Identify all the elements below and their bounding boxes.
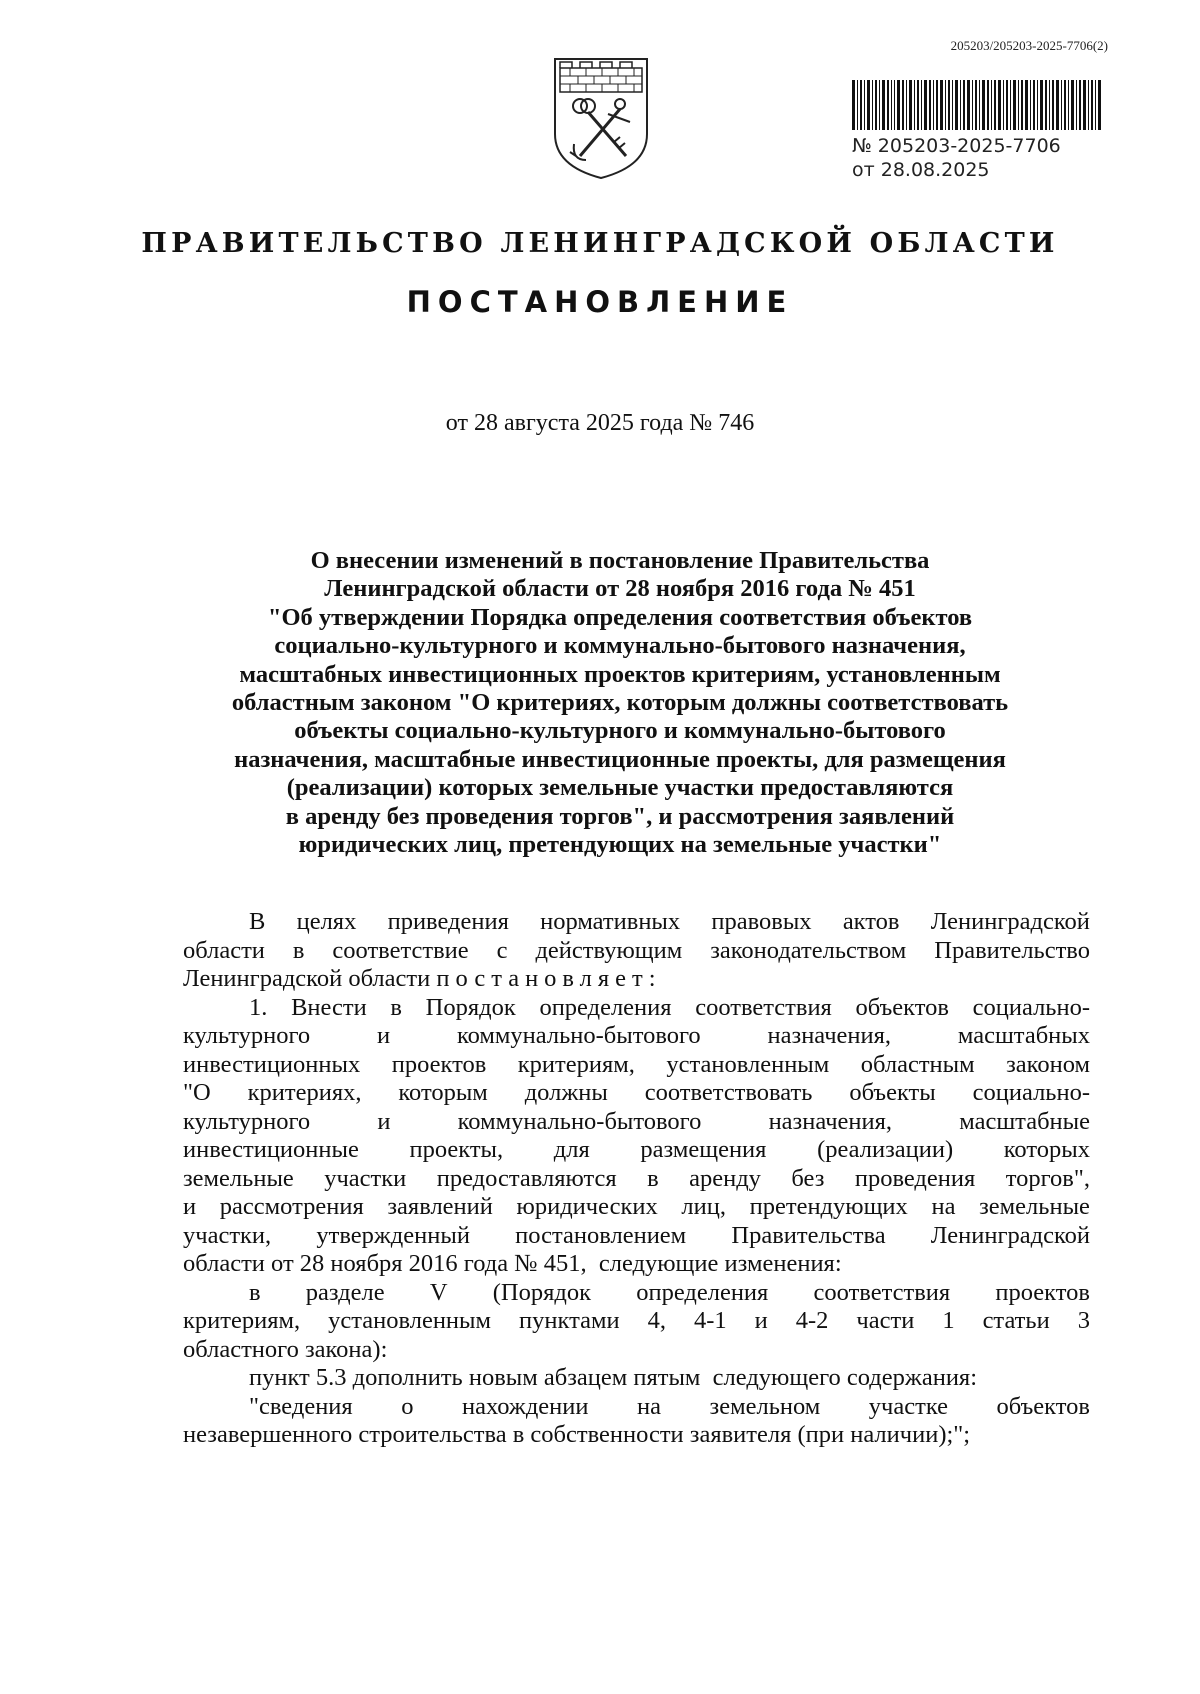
body-line xyxy=(183,1222,1090,1251)
body-word: назначения, xyxy=(768,1107,893,1135)
body-word: рассмотрения xyxy=(219,1193,364,1220)
body-line xyxy=(183,1079,1090,1108)
title-line: (реализации) которых земельные участки предоставляются xyxy=(286,774,954,802)
body-word: 4, xyxy=(647,1307,666,1334)
body-line xyxy=(183,1193,1090,1222)
body-word: критериям, xyxy=(517,1050,635,1078)
body-word: объектов xyxy=(855,993,949,1021)
body-line: областного закона): xyxy=(183,1335,388,1363)
body-word: областным xyxy=(860,1050,975,1078)
body-word: установленным xyxy=(666,1050,830,1078)
body-word: и xyxy=(754,1307,768,1334)
body-line xyxy=(183,1022,1090,1051)
body-word: области xyxy=(183,936,265,964)
organization-name: ПРАВИТЕЛЬСТВО ЛЕНИНГРАДСКОЙ ОБЛАСТИ xyxy=(141,228,1059,259)
body-line xyxy=(183,937,1090,966)
resolution-keyword: постановляет: xyxy=(436,965,662,992)
body-word: 3 xyxy=(1077,1307,1090,1334)
body-word: и xyxy=(183,1193,197,1220)
body-word: пунктами xyxy=(519,1307,620,1334)
body-word: инвестиционные xyxy=(183,1136,359,1163)
body-word: соответствия xyxy=(695,993,832,1021)
body-word: в xyxy=(647,1164,659,1192)
body-word: статьи xyxy=(982,1307,1050,1334)
body-word: с xyxy=(496,936,508,964)
body-word: участки xyxy=(324,1164,407,1192)
body-word: проектов xyxy=(995,1278,1090,1306)
body-word: V xyxy=(429,1278,448,1306)
body-word: которым xyxy=(398,1079,488,1106)
body-word: утвержденный xyxy=(316,1221,470,1249)
body-word: целях xyxy=(296,908,357,935)
body-word: 1 xyxy=(942,1307,955,1334)
body-word: участки, xyxy=(183,1221,272,1249)
body-word: претендующих xyxy=(749,1193,908,1220)
body-word: соответствовать xyxy=(644,1079,813,1106)
title-line: в аренду без проведения торгов", и рассмотрения заявлений xyxy=(285,802,955,830)
body-word: и xyxy=(377,1107,391,1135)
body-word: без xyxy=(791,1164,825,1192)
title-line: юридических лиц, претендующих на земельные участки" xyxy=(298,831,942,859)
body-word: 1. xyxy=(249,993,268,1021)
body-line xyxy=(183,1279,1090,1308)
body-word: социально- xyxy=(972,993,1090,1021)
body-word: объектов xyxy=(996,1392,1090,1420)
body-line xyxy=(183,1307,1090,1336)
body-word: земельные xyxy=(183,1164,294,1192)
body-word: культурного xyxy=(183,1022,311,1049)
body-word: "О xyxy=(183,1079,211,1106)
body-word: 4-1 xyxy=(693,1307,727,1334)
body-word: актов xyxy=(842,908,900,935)
body-word: Правительства xyxy=(731,1221,886,1249)
body-word: о xyxy=(401,1392,414,1420)
body-line xyxy=(183,994,1090,1023)
document-title xyxy=(160,547,1080,859)
body-word: аренду xyxy=(689,1164,761,1192)
body-word: коммунально-бытового xyxy=(456,1022,701,1049)
body-word: Ленинградской xyxy=(930,908,1090,935)
body-word: (реализации) xyxy=(817,1136,954,1163)
body-word: "сведения xyxy=(249,1392,353,1420)
body-text: Ленинградской области xyxy=(183,965,437,992)
body-word: проведения xyxy=(854,1164,976,1192)
body-word: законом xyxy=(1006,1050,1090,1078)
body-word: назначения, xyxy=(767,1022,892,1049)
body-word: на xyxy=(637,1392,662,1420)
body-word: на xyxy=(931,1193,956,1220)
body-word: Правительство xyxy=(934,936,1090,964)
body-line xyxy=(183,1136,1090,1165)
body-word: проекты, xyxy=(409,1136,504,1163)
body-word: объекты xyxy=(849,1079,936,1106)
title-line: социально-культурного и коммунально-бытового назначения, xyxy=(274,632,966,660)
title-line: "Об утверждении Порядка определения соответствия объектов xyxy=(267,603,973,631)
body-word: критериях, xyxy=(247,1079,362,1106)
registration-number: № 205203-2025-7706 xyxy=(852,135,1061,157)
coat-of-arms-emblem xyxy=(552,56,650,181)
body-line xyxy=(183,1051,1090,1080)
title-line: назначения, масштабные инвестиционные проекты, для размещения xyxy=(234,745,1006,773)
body-word: земельные xyxy=(979,1193,1090,1220)
body-word: которых xyxy=(1003,1136,1090,1163)
body-word: (Порядок xyxy=(492,1278,591,1306)
body-word: земельном xyxy=(709,1392,821,1420)
document-type: ПОСТАНОВЛЕНИЕ xyxy=(406,285,794,319)
body-word: инвестиционных xyxy=(183,1050,361,1078)
document-body xyxy=(183,908,1090,1450)
body-word: правовых xyxy=(711,908,812,935)
body-line: пункт 5.3 дополнить новым абзацем пятым следующего содержания: xyxy=(249,1364,978,1391)
document-id: 205203/205203-2025-7706(2) xyxy=(950,38,1108,53)
title-line: Ленинградской области от 28 ноября 2016 года № 451 xyxy=(324,575,916,603)
body-word: разделе xyxy=(305,1278,385,1306)
body-line xyxy=(183,1165,1090,1194)
body-line xyxy=(183,1393,1090,1422)
body-word: нахождении xyxy=(461,1392,589,1420)
body-word: предоставляются xyxy=(436,1164,617,1192)
body-word: масштабные xyxy=(959,1107,1090,1135)
body-word: Внести xyxy=(291,993,367,1021)
body-word: социально- xyxy=(972,1079,1090,1106)
body-word: установленным xyxy=(328,1307,492,1334)
body-word: соответствие xyxy=(332,936,469,964)
body-word: критериям, xyxy=(183,1307,301,1334)
body-word: Ленинградской xyxy=(930,1221,1090,1249)
body-word: приведения xyxy=(387,908,509,935)
title-line: масштабных инвестиционных проектов критериям, установленным xyxy=(239,660,1001,688)
body-word: законодательством xyxy=(710,936,907,964)
body-word: лиц, xyxy=(681,1193,726,1220)
body-word: соответствия xyxy=(813,1278,951,1306)
body-word: культурного xyxy=(183,1107,311,1135)
body-line xyxy=(183,908,1090,937)
title-line: О внесении изменений в постановление Правительства xyxy=(310,547,930,574)
body-word: коммунально-бытового xyxy=(457,1107,702,1135)
body-word: Порядок xyxy=(425,993,516,1021)
title-line: объекты социально-культурного и коммунально-бытового xyxy=(294,717,946,745)
body-word: заявлений xyxy=(387,1193,493,1220)
body-word: в xyxy=(390,993,402,1021)
body-word: масштабных xyxy=(957,1022,1090,1049)
body-line: области от 28 ноября 2016 года № 451, следующие изменения: xyxy=(183,1250,842,1277)
body-word: должны xyxy=(524,1079,608,1106)
body-word: юридических xyxy=(516,1193,658,1220)
registration-block xyxy=(852,134,1061,182)
body-word: торгов", xyxy=(1005,1164,1090,1192)
title-line: областным законом "О критериях, которым должны соответствовать xyxy=(231,689,1009,717)
body-word: определения xyxy=(636,1278,769,1306)
body-word: В xyxy=(249,908,266,935)
body-word: постановлением xyxy=(515,1221,687,1249)
body-word: для xyxy=(553,1136,590,1163)
body-word: участке xyxy=(868,1392,948,1420)
body-word: определения xyxy=(539,993,672,1021)
document-date-number: от 28 августа 2025 года № 746 xyxy=(445,410,755,436)
body-word: части xyxy=(856,1307,915,1334)
body-line: незавершенного строительства в собственности заявителя (при наличии);"; xyxy=(183,1421,971,1448)
body-word: проектов xyxy=(391,1050,487,1078)
barcode xyxy=(852,80,1102,130)
body-word: действующим xyxy=(535,936,683,964)
body-word: 4-2 xyxy=(795,1307,829,1334)
body-word: в xyxy=(249,1278,261,1306)
registration-date: от 28.08.2025 xyxy=(852,159,990,181)
body-word: в xyxy=(292,936,305,964)
body-word: нормативных xyxy=(540,908,681,935)
body-line xyxy=(183,1108,1090,1137)
body-line xyxy=(183,965,1090,994)
body-word: и xyxy=(376,1022,391,1049)
body-word: размещения xyxy=(640,1136,767,1163)
